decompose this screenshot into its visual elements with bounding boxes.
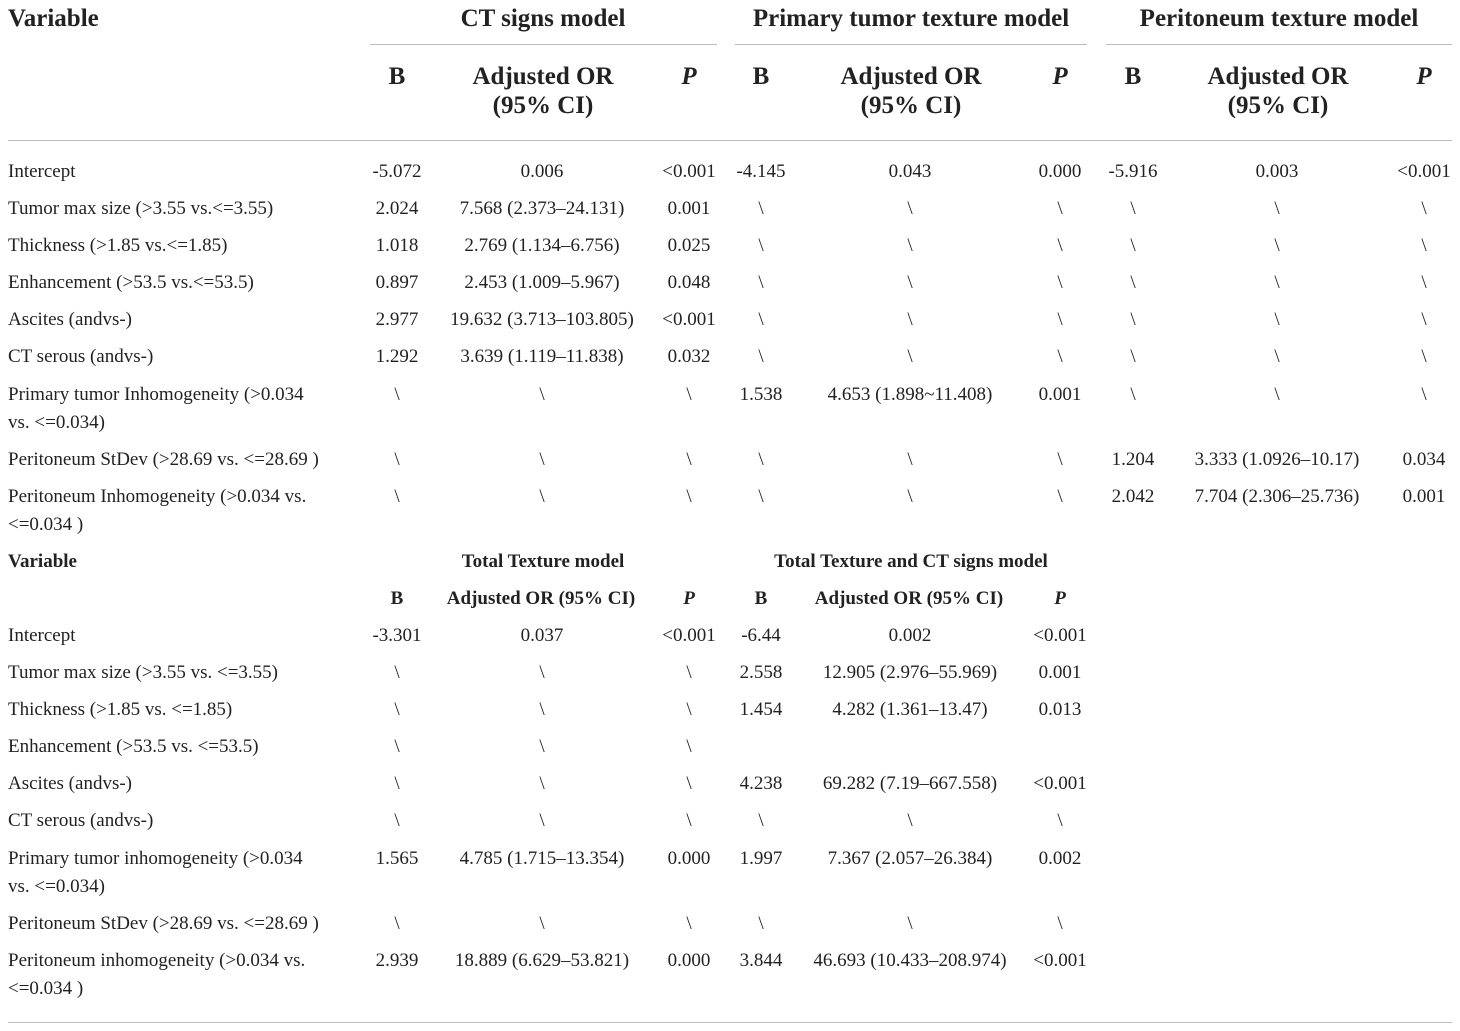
table2-group-total-texture-ct: Total Texture and CT signs model [774, 551, 1048, 572]
table-cell: 0.002 [888, 625, 932, 646]
table-cell: \ [394, 810, 400, 831]
table-cell: 0.034 [1402, 449, 1446, 470]
table-cell: \ [1057, 346, 1063, 367]
row-label: CT serous (andvs-) [8, 810, 154, 831]
table-cell: \ [686, 384, 692, 405]
row-label-continued: vs. <=0.034) [8, 412, 105, 433]
table-cell: \ [1057, 198, 1063, 219]
table-cell: \ [758, 346, 764, 367]
table1-group-ct-signs: CT signs model [460, 5, 626, 32]
group-rule [735, 44, 1087, 45]
table-cell: 2.977 [375, 309, 419, 330]
table-cell: \ [1057, 272, 1063, 293]
row-label: Ascites (andvs-) [8, 309, 132, 330]
col-or-header-ci: (95% CI) [860, 92, 962, 119]
table-cell: \ [758, 486, 764, 507]
table-cell: \ [539, 384, 545, 405]
table-cell: \ [758, 198, 764, 219]
table-cell: \ [1274, 384, 1280, 405]
col-or-header: Adjusted OR (95% CI) [814, 588, 1004, 609]
table2-variable-header: Variable [8, 551, 77, 572]
table-cell: \ [1130, 309, 1136, 330]
table-cell: \ [1421, 346, 1427, 367]
row-label: Intercept [8, 625, 76, 646]
table-cell: 1.565 [375, 848, 419, 869]
table-cell: -5.072 [372, 161, 422, 182]
table-cell: \ [394, 486, 400, 507]
table-cell: \ [686, 913, 692, 934]
table-cell: -5.916 [1108, 161, 1158, 182]
table-cell: <0.001 [1397, 161, 1451, 182]
table-cell: 0.003 [1255, 161, 1299, 182]
table-cell: 69.282 (7.19–667.558) [822, 773, 998, 794]
table-cell: \ [1421, 309, 1427, 330]
row-label-continued: <=0.034 ) [8, 514, 84, 535]
table-cell: <0.001 [1033, 773, 1087, 794]
table-cell: 4.653 (1.898~11.408) [827, 384, 993, 405]
group-rule [370, 44, 717, 45]
table-cell: \ [1130, 272, 1136, 293]
table-cell: 0.001 [1402, 486, 1446, 507]
table-cell: \ [1274, 198, 1280, 219]
row-label: Peritoneum inhomogeneity (>0.034 vs. [8, 950, 306, 971]
col-p-header: P [1416, 63, 1432, 90]
table-cell: \ [758, 272, 764, 293]
row-label: Ascites (andvs-) [8, 773, 132, 794]
table-cell: \ [907, 346, 913, 367]
table-cell: \ [394, 384, 400, 405]
table-cell: -4.145 [736, 161, 786, 182]
table-cell: <0.001 [1033, 950, 1087, 971]
table-cell: \ [1057, 486, 1063, 507]
table-cell: 4.282 (1.361–13.47) [832, 699, 988, 720]
row-label: Peritoneum Inhomogeneity (>0.034 vs. [8, 486, 307, 507]
table-cell: \ [1057, 810, 1063, 831]
table-cell: 0.897 [375, 272, 419, 293]
table-cell: \ [539, 913, 545, 934]
table-cell: 7.367 (2.057–26.384) [827, 848, 993, 869]
table-cell: 7.568 (2.373–24.131) [459, 198, 625, 219]
table-cell: 1.292 [375, 346, 419, 367]
table-cell: \ [758, 309, 764, 330]
table1-group-primary-tumor: Primary tumor texture model [752, 5, 1070, 32]
row-label: CT serous (andvs-) [8, 346, 154, 367]
table-cell: \ [1421, 235, 1427, 256]
row-label: Enhancement (>53.5 vs. <=53.5) [8, 736, 259, 757]
row-label: Peritoneum StDev (>28.69 vs. <=28.69 ) [8, 913, 319, 934]
table-cell: \ [758, 449, 764, 470]
col-or-header-ci: (95% CI) [1227, 92, 1329, 119]
table-cell: \ [1057, 449, 1063, 470]
table-cell: \ [907, 913, 913, 934]
group-rule [1106, 44, 1452, 45]
table-cell: \ [686, 810, 692, 831]
table-cell: 4.785 (1.715–13.354) [459, 848, 625, 869]
table-cell: 0.000 [667, 950, 711, 971]
table-cell: 2.024 [375, 198, 419, 219]
table-cell: <0.001 [1033, 625, 1087, 646]
table-cell: \ [394, 773, 400, 794]
table-cell: 1.454 [739, 699, 783, 720]
table-cell: \ [758, 913, 764, 934]
table-cell: \ [394, 699, 400, 720]
table-cell: 3.639 (1.119–11.838) [460, 346, 624, 367]
table-cell: \ [1057, 235, 1063, 256]
table-cell: 2.453 (1.009–5.967) [464, 272, 620, 293]
row-label-continued: vs. <=0.034) [8, 876, 105, 897]
table-cell: <0.001 [662, 161, 716, 182]
table2-group-total-texture: Total Texture model [461, 551, 625, 572]
table-cell: \ [1130, 235, 1136, 256]
table-cell: \ [1421, 384, 1427, 405]
table-cell: 0.000 [667, 848, 711, 869]
col-b-header: B [754, 588, 768, 609]
table-cell: \ [394, 736, 400, 757]
table-cell: -3.301 [372, 625, 422, 646]
table1-variable-header: Variable [8, 5, 99, 32]
col-p-header: P [683, 588, 695, 609]
table-cell: \ [1057, 913, 1063, 934]
col-p-header: P [1052, 63, 1068, 90]
row-label: Enhancement (>53.5 vs.<=53.5) [8, 272, 254, 293]
table-cell: <0.001 [662, 309, 716, 330]
table-cell: \ [1057, 309, 1063, 330]
col-b-header: B [388, 63, 406, 90]
table-cell: \ [907, 272, 913, 293]
table-cell: \ [539, 486, 545, 507]
table-cell: \ [539, 736, 545, 757]
col-b-header: B [1124, 63, 1142, 90]
table-cell: \ [1274, 309, 1280, 330]
table-cell: \ [1130, 384, 1136, 405]
table-cell: \ [394, 449, 400, 470]
header-rule [8, 140, 1452, 141]
bottom-rule [8, 1022, 1452, 1023]
table-cell: \ [907, 486, 913, 507]
table-cell: \ [539, 773, 545, 794]
table-cell: 0.001 [1038, 384, 1082, 405]
table-cell: \ [686, 699, 692, 720]
table-cell: 46.693 (10.433–208.974) [813, 950, 1007, 971]
col-or-header: Adjusted OR [1207, 63, 1349, 90]
table-cell: 7.704 (2.306–25.736) [1194, 486, 1360, 507]
table-cell: 0.001 [1038, 662, 1082, 683]
table-cell: \ [1274, 235, 1280, 256]
table-cell: \ [394, 662, 400, 683]
table-cell: 0.048 [667, 272, 711, 293]
table-cell: \ [907, 198, 913, 219]
table-cell: \ [539, 699, 545, 720]
table-cell: \ [539, 810, 545, 831]
table-cell: 2.042 [1111, 486, 1155, 507]
table-cell: 1.204 [1111, 449, 1155, 470]
table-cell: 0.001 [667, 198, 711, 219]
table-cell: 0.013 [1038, 699, 1082, 720]
table-cell: \ [686, 662, 692, 683]
col-p-header: P [681, 63, 697, 90]
table-cell: \ [394, 913, 400, 934]
table-cell: 1.538 [739, 384, 783, 405]
col-or-header: Adjusted OR [840, 63, 982, 90]
table-cell: 3.844 [739, 950, 783, 971]
table-cell: 4.238 [739, 773, 783, 794]
row-label: Thickness (>1.85 vs.<=1.85) [8, 235, 228, 256]
table-cell: \ [907, 235, 913, 256]
row-label: Primary tumor Inhomogeneity (>0.034 [8, 384, 304, 405]
table-cell: 1.018 [375, 235, 419, 256]
table-cell: 2.769 (1.134–6.756) [464, 235, 620, 256]
col-or-header-ci: (95% CI) [492, 92, 594, 119]
table-cell: \ [1421, 272, 1427, 293]
table-cell: 0.025 [667, 235, 711, 256]
table-cell: 1.997 [739, 848, 783, 869]
table-cell: \ [1130, 346, 1136, 367]
table-cell: \ [686, 486, 692, 507]
table-cell: 0.032 [667, 346, 711, 367]
col-b-header: B [752, 63, 770, 90]
col-or-header: Adjusted OR (95% CI) [446, 588, 636, 609]
col-p-header: P [1054, 588, 1066, 609]
table-cell: \ [907, 449, 913, 470]
row-label: Intercept [8, 161, 76, 182]
table-cell: 12.905 (2.976–55.969) [822, 662, 998, 683]
table-cell: \ [1130, 198, 1136, 219]
row-label: Primary tumor inhomogeneity (>0.034 [8, 848, 303, 869]
table-cell: 19.632 (3.713–103.805) [450, 309, 634, 330]
table-cell: 2.939 [375, 950, 419, 971]
table-cell: \ [539, 449, 545, 470]
table-cell: \ [1421, 198, 1427, 219]
col-or-header: Adjusted OR [472, 63, 614, 90]
table-cell: \ [1274, 272, 1280, 293]
table-cell: <0.001 [662, 625, 716, 646]
table-cell: \ [1274, 346, 1280, 367]
table-cell: 0.043 [888, 161, 932, 182]
table-cell: 3.333 (1.0926–10.17) [1194, 449, 1360, 470]
row-label: Thickness (>1.85 vs. <=1.85) [8, 699, 233, 720]
table-cell: 0.002 [1038, 848, 1082, 869]
table-cell: \ [539, 662, 545, 683]
table-cell: \ [907, 810, 913, 831]
col-b-header: B [390, 588, 404, 609]
table-cell: 18.889 (6.629–53.821) [454, 950, 630, 971]
table-cell: \ [758, 235, 764, 256]
table-cell: \ [686, 736, 692, 757]
row-label: Tumor max size (>3.55 vs. <=3.55) [8, 662, 278, 683]
row-label: Tumor max size (>3.55 vs.<=3.55) [8, 198, 274, 219]
row-label: Peritoneum StDev (>28.69 vs. <=28.69 ) [8, 449, 319, 470]
table-cell: \ [758, 810, 764, 831]
table-cell: \ [686, 773, 692, 794]
table-cell: 2.558 [739, 662, 783, 683]
table-cell: 0.037 [520, 625, 564, 646]
row-label-continued: <=0.034 ) [8, 978, 84, 999]
table1-group-peritoneum: Peritoneum texture model [1139, 5, 1419, 32]
table-cell: \ [686, 449, 692, 470]
table-cell: 0.006 [520, 161, 564, 182]
table-cell: -6.44 [741, 625, 781, 646]
table-cell: \ [907, 309, 913, 330]
table-cell: 0.000 [1038, 161, 1082, 182]
